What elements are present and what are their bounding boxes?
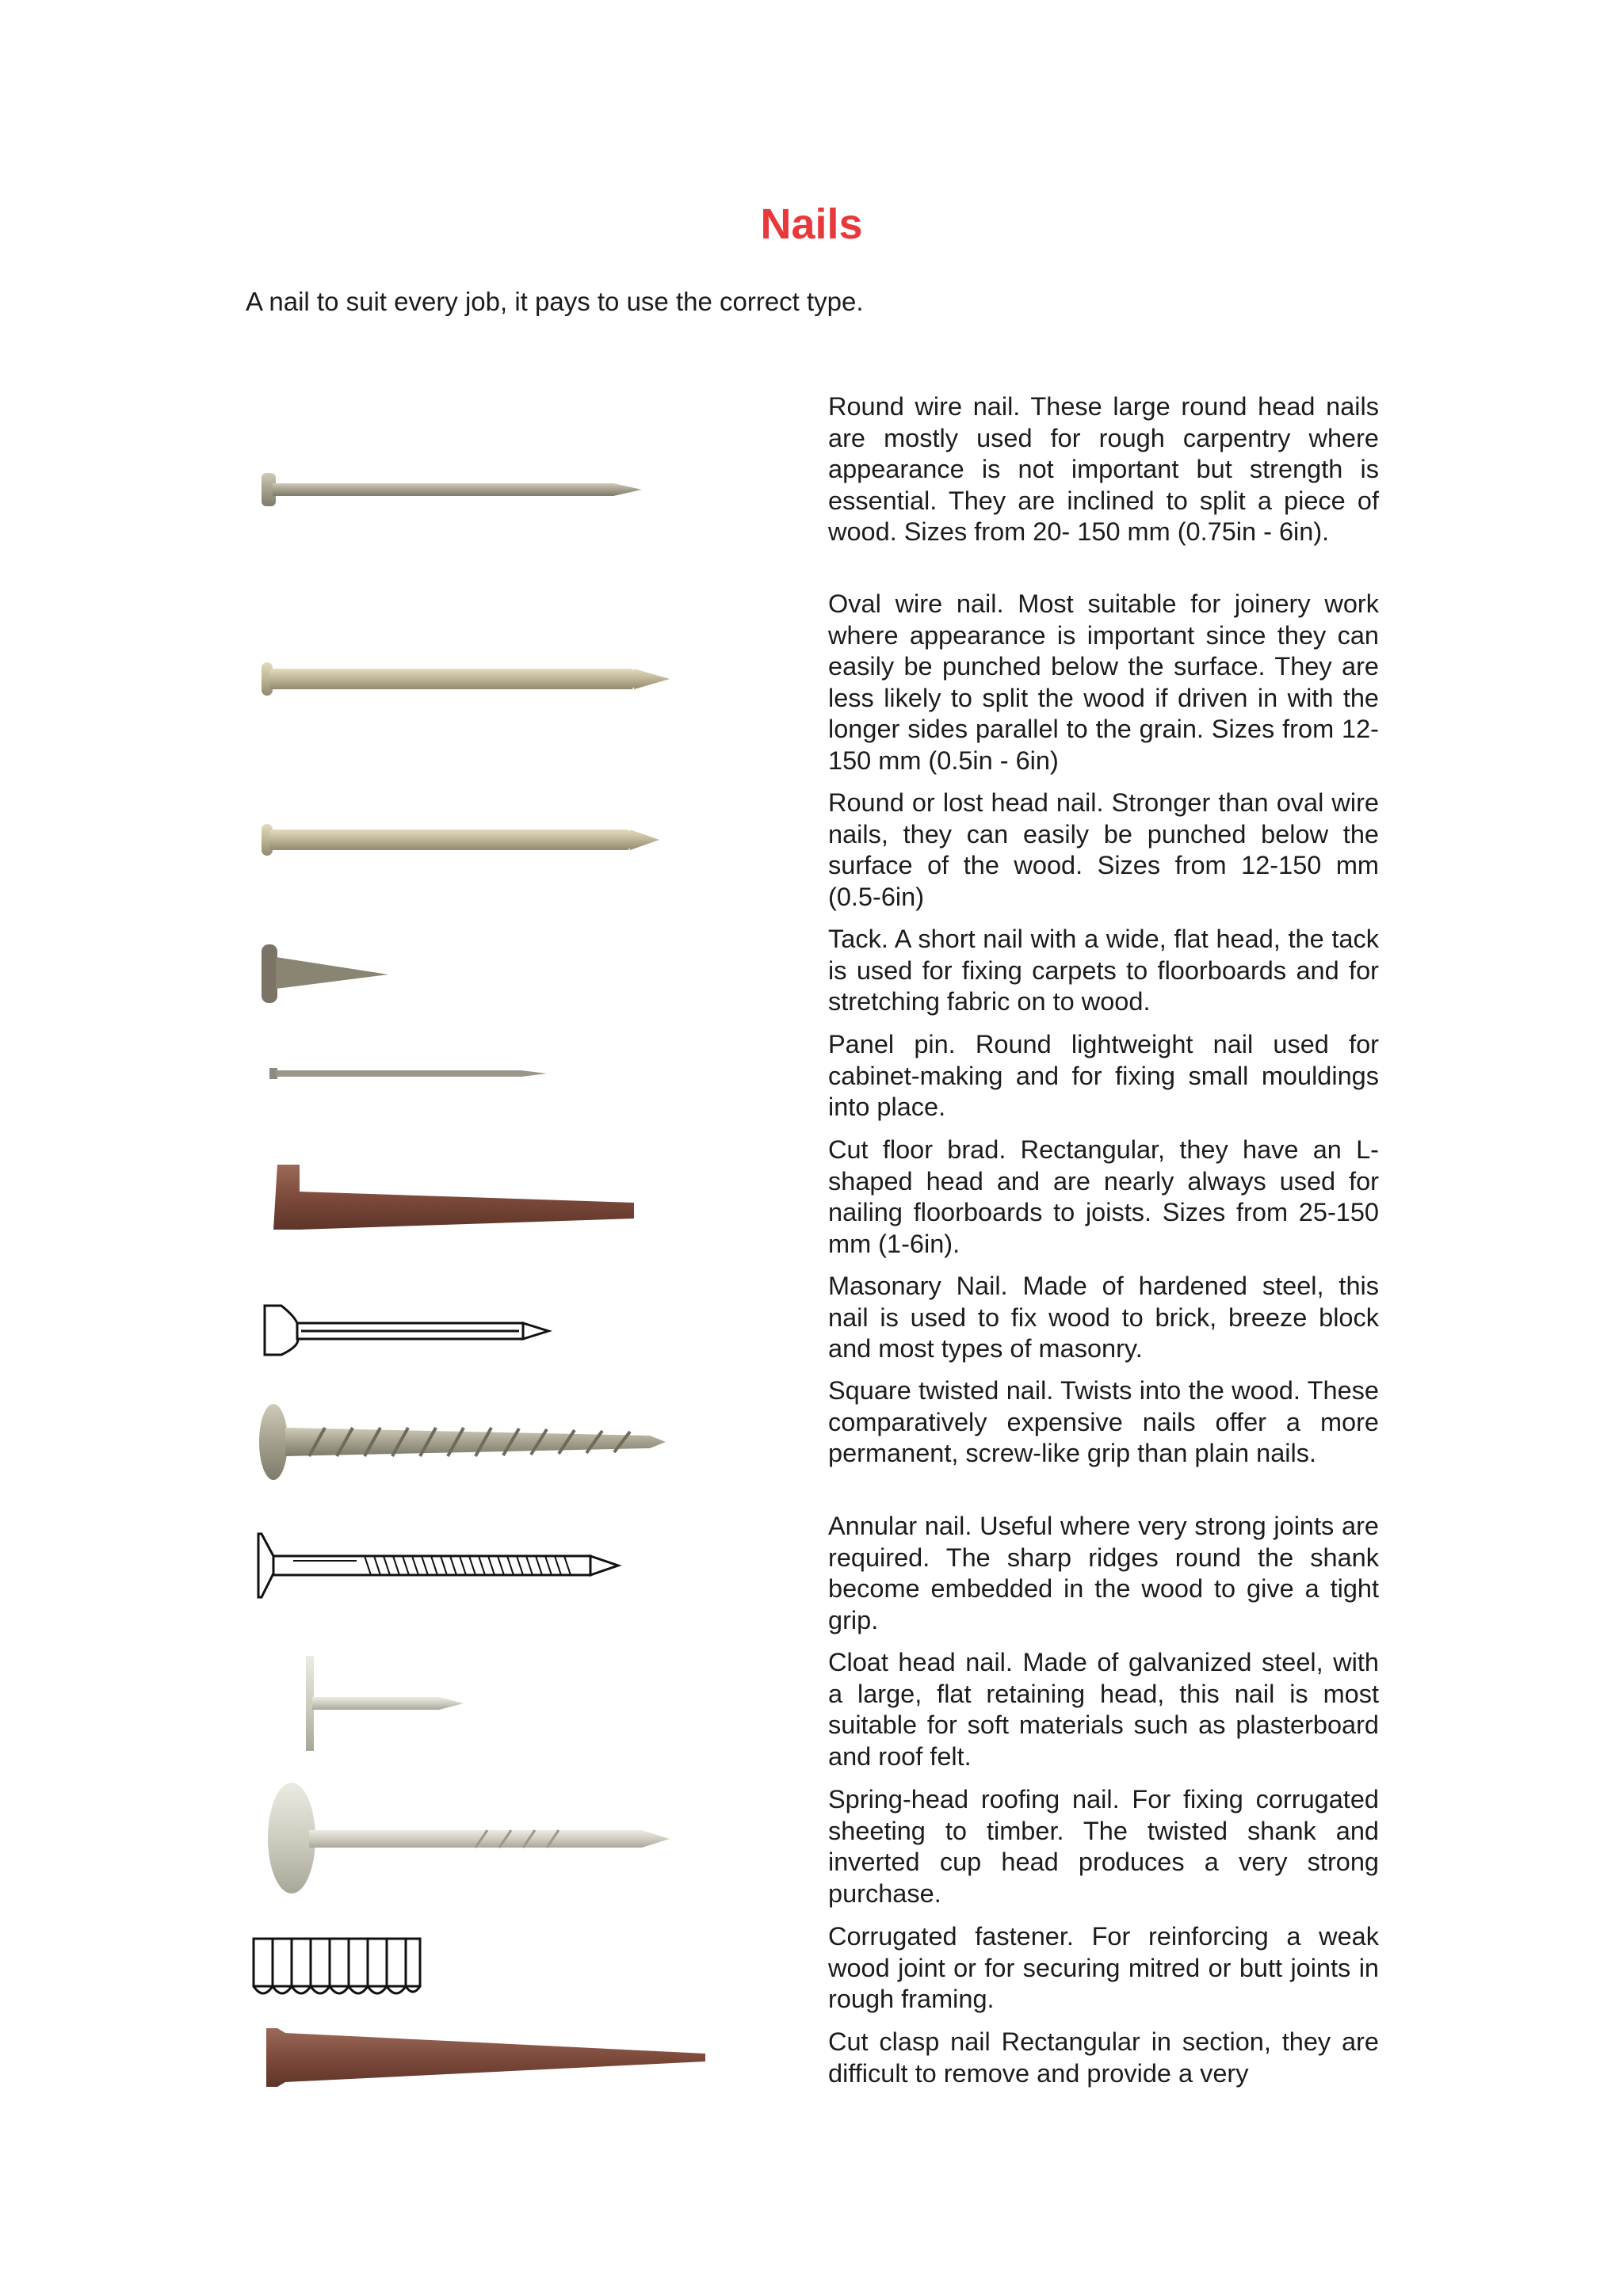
- cloat-head-nail-icon: [306, 1656, 464, 1751]
- nail-desc-panel-pin: Panel pin. Round lightweight nail used for cabinet-making and for fixing small mouldings into place.: [828, 1030, 1379, 1121]
- cut-floor-brad-icon: [273, 1165, 634, 1230]
- masonry-nail-icon: [265, 1306, 548, 1355]
- nail-desc-lost-head: Round or lost head nail. Stronger than oval wire nails, they can easily be punched below the surface of the wood. Sizes from 12-150 mm (0.5-6in): [828, 788, 1379, 911]
- nail-illustrations: [238, 349, 808, 2107]
- nail-desc-round-wire: Round wire nail. These large round head nails are mostly used for rough carpentry where appearance is not important but strength is essential. They are inclined to split a piece of wood. Sizes from 20- 150 mm (0.75in - 6in).: [828, 392, 1379, 546]
- round-wire-nail-icon: [262, 473, 642, 506]
- annular-nail-icon: [258, 1534, 618, 1597]
- cut-clasp-nail-icon: [266, 2028, 705, 2087]
- tack-icon: [262, 944, 388, 1003]
- square-twisted-nail-icon: [259, 1404, 666, 1480]
- intro-text: A nail to suit every job, it pays to use the correct type.: [246, 287, 864, 316]
- nail-desc-tack: Tack. A short nail with a wide, flat head, the tack is used for fixing carpets to floorboards and for stretching fabric on to wood.: [828, 925, 1379, 1016]
- nail-desc-corrugated: Corrugated fastener. For reinforcing a weak wood joint or for securing mitred or butt joints in rough framing.: [828, 1922, 1379, 2013]
- nail-desc-oval-wire: Oval wire nail. Most suitable for joinery work where appearance is important since they can easily be punched below the surface. They are less likely to split the wood if driven in with the longer sides parallel to the grain. Sizes from 12-150 mm (0.5in - 6in): [828, 589, 1379, 775]
- nail-desc-cut-clasp: Cut clasp nail Rectangular in section, they are difficult to remove and provide a very: [828, 2027, 1379, 2088]
- nail-desc-spring-head: Spring-head roofing nail. For fixing corrugated sheeting to timber. The twisted shank and inverted cup head produces a very strong purchase.: [828, 1785, 1379, 1908]
- nail-desc-cut-floor-brad: Cut floor brad. Rectangular, they have an L-shaped head and are nearly always used for nailing floorboards to joists. Sizes from 25-150 mm (1-6in).: [828, 1135, 1379, 1258]
- nail-desc-annular: Annular nail. Useful where very strong joints are required. The sharp ridges round the shank become embedded in the wood to give a tight grip.: [828, 1512, 1379, 1634]
- page-title: Nails: [760, 200, 863, 248]
- panel-pin-icon: [269, 1068, 547, 1079]
- nail-desc-square-twisted: Square twisted nail. Twists into the wood. These comparatively expensive nails offer a more permanent, screw-like grip than plain nails.: [828, 1376, 1379, 1467]
- nail-desc-masonry: Masonary Nail. Made of hardened steel, this nail is used to fix wood to brick, breeze block and most types of masonry.: [828, 1272, 1379, 1363]
- spring-head-roofing-nail-icon: [268, 1783, 670, 1894]
- oval-wire-nail-icon: [262, 662, 670, 696]
- corrugated-fastener-icon: [254, 1939, 420, 1993]
- nail-desc-cloat-head: Cloat head nail. Made of galvanized steel, with a large, flat retaining head, this nail is most suitable for soft materials such as plasterboard and roof felt.: [828, 1648, 1379, 1771]
- lost-head-nail-icon: [262, 824, 659, 856]
